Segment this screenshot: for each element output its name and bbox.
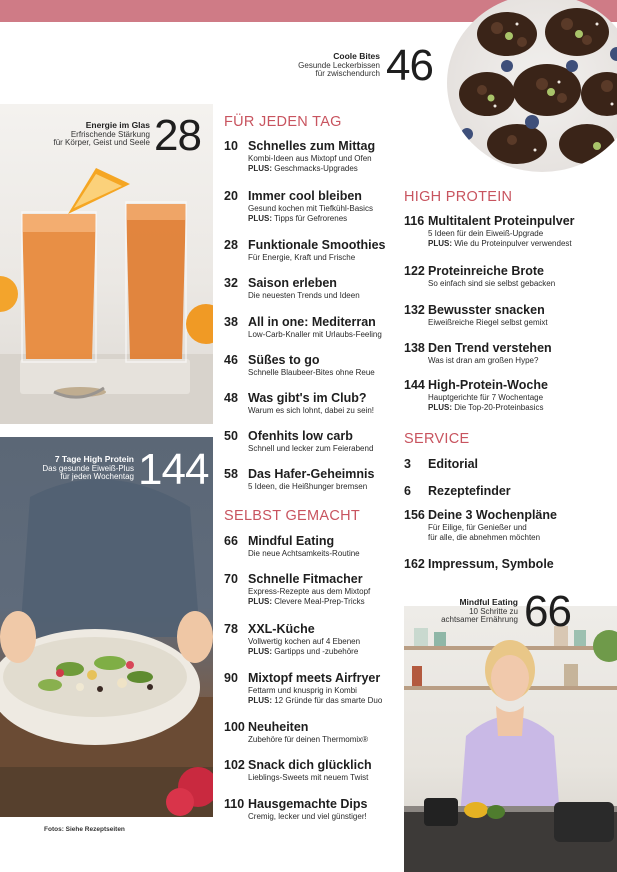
salad-illustration [0,437,213,817]
teaser-mindful[interactable] [420,598,518,625]
toc-subtitle: Vollwertig kochen auf 4 Ebenen [248,637,361,646]
toc-subtitle: Was ist dran am großen Hype? [428,356,539,365]
teaser-page-number: 144 [138,445,209,494]
teaser-energie[interactable] [20,121,150,148]
toc-page-number: 32 [224,276,238,290]
toc-page-number: 156 [404,508,425,522]
plus-label: PLUS: [248,696,272,705]
toc-title: Was gibt's im Club? [248,391,367,405]
toc-title: Süßes to go [248,353,320,367]
plus-label: PLUS: [248,597,272,606]
toc-title: Multitalent Proteinpulver [428,214,575,228]
plus-text: 12 Gründe für das smarte Duo [272,696,383,705]
toc-page-number: 38 [224,315,238,329]
toc-page-number: 110 [224,797,245,811]
toc-subtitle: Für Eilige, für Genießer und [428,523,527,532]
plus-text: Geschmacks-Upgrades [272,164,358,173]
toc-title: Schnelles zum Mittag [248,139,376,153]
toc-page-number: 66 [224,534,238,548]
toc-page-number: 70 [224,572,238,586]
teaser-line: Das gesunde Eiweiß-Plus [42,463,134,473]
toc-page-number: 144 [404,378,425,392]
kitchen-photo [404,606,617,872]
toc-subtitle: Schnell und lecker zum Feierabend [248,444,374,453]
toc-page-number: 28 [224,238,238,252]
toc-page-number: 20 [224,189,238,203]
toc-title: Ofenhits low carb [248,429,353,443]
teaser-line: 10 Schritte zu [469,606,518,616]
teaser-line: für Körper, Geist und Seele [53,138,150,148]
bites-illustration [447,0,617,172]
teaser-high-protein[interactable] [30,455,134,482]
toc-subtitle: Die neue Achtsamkeits-Routine [248,549,360,558]
toc-page-number: 138 [404,341,425,355]
toc-page-number: 90 [224,671,238,685]
teaser-page-number: 28 [154,111,201,160]
photo-credit: Fotos: Siehe Rezeptseiten [44,826,125,833]
toc-subtitle: Kombi-Ideen aus Mixtopf und Ofen [248,154,372,163]
toc-plus-line [248,647,358,657]
section-heading-fuer-jeden-tag: FÜR JEDEN TAG [224,114,342,130]
toc-plus-line [248,214,347,224]
toc-subtitle: Für Energie, Kraft und Frische [248,253,356,262]
plus-label: PLUS: [248,214,272,223]
plus-label: PLUS: [428,239,452,248]
teaser-line: achtsamer Ernährung [441,615,518,625]
toc-plus-line [248,696,382,706]
toc-title: Editorial [428,457,479,471]
plus-text: Clevere Meal-Prep-Tricks [272,597,365,606]
toc-title: XXL-Küche [248,622,315,636]
toc-plus-line [248,597,365,607]
teaser-page-number: 66 [524,587,571,636]
toc-page-number: 162 [404,557,425,571]
toc-subtitle: Hauptgerichte für 7 Wochentage [428,393,544,402]
toc-page-number: 50 [224,429,238,443]
toc-page-number: 78 [224,622,238,636]
toc-page-number: 6 [404,484,411,498]
toc-plus-line [428,403,543,413]
toc-subtitle: So einfach sind sie selbst gebacken [428,279,556,288]
toc-page-number: 10 [224,139,238,153]
kitchen-illustration [404,606,617,872]
section-heading-high-protein: HIGH PROTEIN [404,189,513,205]
toc-subtitle: Low-Carb-Knaller mit Urlaubs-Feeling [248,330,382,339]
toc-subtitle: für alle, die abnehmen möchten [428,533,541,542]
toc-page-number: 3 [404,457,411,471]
teaser-title: Mindful Eating [459,597,518,607]
salad-photo [0,437,213,817]
teaser-line: Gesunde Leckerbissen [298,60,380,70]
toc-subtitle: Die neuesten Trends und Ideen [248,291,360,300]
teaser-title: 7 Tage High Protein [54,454,134,464]
plus-text: Tipps für Gefrorenes [272,214,348,223]
toc-title: High-Protein-Woche [428,378,548,392]
teaser-line: Erfrischende Stärkung [70,129,150,139]
toc-title: Snack dich glücklich [248,758,372,772]
toc-title: Immer cool bleiben [248,189,362,203]
teaser-line: für zwischendurch [315,69,380,79]
plus-label: PLUS: [248,164,272,173]
toc-title: Rezeptefinder [428,484,511,498]
plus-text: Gartipps und -zubehöre [272,647,359,656]
teaser-title: Coole Bites [333,51,380,61]
toc-subtitle: Warum es sich lohnt, dabei zu sein! [248,406,374,415]
toc-page-number: 58 [224,467,238,481]
toc-title: Funktionale Smoothies [248,238,386,252]
plus-label: PLUS: [428,403,452,412]
toc-subtitle: 5 Ideen, die Heißhunger bremsen [248,482,368,491]
toc-subtitle: Schnelle Blaubeer-Bites ohne Reue [248,368,375,377]
toc-title: Neuheiten [248,720,309,734]
toc-subtitle: Gesund kochen mit Tiefkühl-Basics [248,204,373,213]
toc-page-number: 116 [404,214,425,228]
toc-page-number: 100 [224,720,245,734]
toc-title: Proteinreiche Brote [428,264,545,278]
plus-text: Die Top-20-Proteinbasics [452,403,544,412]
toc-subtitle: Express-Rezepte aus dem Mixtopf [248,587,371,596]
teaser-coole-bites[interactable] [250,52,380,79]
teaser-page-number: 46 [386,41,433,90]
toc-title: Schnelle Fitmacher [248,572,363,586]
bites-photo [447,0,617,172]
toc-title: Impressum, Symbole [428,557,554,571]
toc-plus-line [428,239,572,249]
toc-page-number: 48 [224,391,238,405]
toc-plus-line [248,164,358,174]
toc-page-number: 132 [404,303,425,317]
section-heading-selbst-gemacht: SELBST GEMACHT [224,508,361,524]
toc-subtitle: Eiweißreiche Riegel selbst gemixt [428,318,548,327]
toc-page-number: 102 [224,758,245,772]
toc-title: Saison erleben [248,276,337,290]
toc-subtitle: Lieblings-Sweets mit neuem Twist [248,773,369,782]
section-heading-service: SERVICE [404,431,470,447]
toc-subtitle: 5 Ideen für dein Eiweiß-Upgrade [428,229,544,238]
toc-subtitle: Zubehöre für deinen Thermomix® [248,735,369,744]
teaser-line: für jeden Wochentag [60,472,134,482]
toc-title: Deine 3 Wochenpläne [428,508,557,522]
toc-title: Das Hafer-Geheimnis [248,467,375,481]
toc-page-number: 122 [404,264,425,278]
toc-page-number: 46 [224,353,238,367]
teaser-title: Energie im Glas [85,120,150,130]
plus-label: PLUS: [248,647,272,656]
plus-text: Wie du Proteinpulver verwendest [452,239,572,248]
toc-subtitle: Cremig, lecker und viel günstiger! [248,812,367,821]
toc-title: All in one: Mediterran [248,315,376,329]
toc-title: Mixtopf meets Airfryer [248,671,381,685]
toc-title: Den Trend verstehen [428,341,552,355]
toc-subtitle: Fettarm und knusprig in Kombi [248,686,357,695]
toc-title: Hausgemachte Dips [248,797,368,811]
toc-title: Bewusster snacken [428,303,545,317]
toc-title: Mindful Eating [248,534,335,548]
